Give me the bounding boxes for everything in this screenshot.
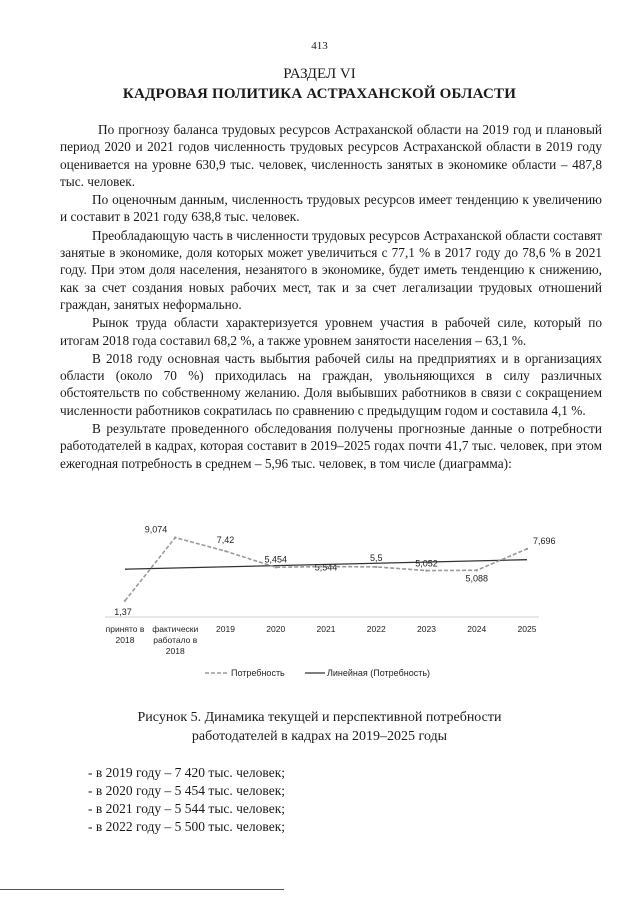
paragraph: Преобладающую часть в численности трудовых ресурсов Астраханской области составят занятые в экономике, доля которых может увеличиться с 77,1 % в 2017 году до 78,6 % в 2021 году. При этом доля населения, незанятого в экономике, будет иметь тенденцию к снижению, как за счет создания новых рабочих мест, так и за счет легализации трудовых отношений граждан, занятых неформально.	[60, 227, 602, 312]
demand-list	[88, 764, 508, 836]
x-tick-label: 2018	[165, 646, 185, 656]
x-tick-label: принято в	[105, 624, 145, 634]
paragraph: В 2018 году основная часть выбытия рабочей силы на предприятиях и в организациях области (около 70 %) приходилась на граждан, увольняющихся в силу различных обстоятельств по собственному желанию. Доля выбывших работников в связи с сокращением численности работников сократилась по сравнению с предыдущим годом и составила 4,1 %.	[60, 350, 602, 418]
list-item: - в 2021 году – 5 544 тыс. человек;	[88, 801, 286, 816]
data-label: 5,454	[264, 554, 288, 565]
list-item: - в 2020 году – 5 454 тыс. человек;	[88, 783, 286, 798]
x-tick-label: работало в	[153, 635, 198, 645]
caption-line-2: работодателей в кадрах на 2019–2025 годы	[191, 729, 448, 744]
caption-line-1: Рисунок 5. Динамика текущей и перспективной потребности	[137, 710, 502, 725]
page-number: 413	[311, 40, 328, 52]
paragraph: Рынок труда области характеризуется уровнем участия в рабочей силе, который по итогам 2018 года составил 68,2 %, а также уровнем занятости населения – 63,1 %.	[60, 315, 602, 348]
data-point	[425, 569, 427, 571]
section-label: РАЗДЕЛ VI	[283, 66, 356, 82]
paragraph: По прогнозу баланса трудовых ресурсов Астраханской области на 2019 год и плановый период 2020 и 2021 годов численность трудовых ресурсов Астраханской области в 2019 году оценивается на уровне 630,9 тыс. человек, численность занятых в экономике области – 487,8 тыс. человек.	[60, 122, 602, 189]
list-item: - в 2022 году – 5 500 тыс. человек;	[88, 819, 286, 834]
data-point	[124, 600, 126, 602]
legend-label: Потребность	[231, 668, 285, 678]
data-label: 7,42	[216, 535, 235, 546]
data-label: 5,5	[369, 552, 383, 563]
x-tick-label: 2024	[467, 624, 487, 634]
x-tick-label: 2021	[316, 624, 336, 634]
data-point	[174, 536, 176, 538]
data-label: 5,544	[314, 562, 338, 573]
body-text	[60, 121, 602, 473]
data-label: 5,052	[415, 558, 438, 569]
x-tick-label: 2019	[216, 624, 235, 634]
chart-svg	[95, 520, 556, 690]
footnote-separator	[0, 889, 284, 890]
x-tick-label: 2022	[366, 624, 386, 634]
x-tick-label: фактически	[152, 624, 199, 634]
data-point	[526, 548, 528, 550]
x-tick-label: 2025	[517, 624, 537, 634]
data-point	[275, 566, 277, 568]
section-title: КАДРОВАЯ ПОЛИТИКА АСТРАХАНСКОЙ ОБЛАСТИ	[122, 86, 517, 102]
x-tick-label: 2023	[417, 624, 436, 634]
data-label: 7,696	[533, 535, 556, 546]
x-tick-label: 2018	[115, 635, 135, 645]
x-tick-label: 2020	[266, 624, 286, 634]
demand-chart	[95, 520, 556, 690]
data-label: 1,37	[114, 606, 132, 617]
legend-label: Линейная (Потребность)	[327, 668, 431, 678]
data-point	[476, 569, 478, 571]
data-label: 5,088	[465, 573, 489, 584]
paragraph: В результате проведенного обследования получены прогнозные данные о потребности работодателей в кадрах, которая составит в 2019–2025 годах почти 41,7 тыс. человек, при этом ежегодная потребность в среднем – 5,96 тыс. человек, в том числе (диаграмма):	[60, 421, 602, 471]
data-point	[224, 550, 226, 552]
list-item: - в 2019 году – 7 420 тыс. человек;	[88, 765, 286, 780]
paragraph: По оценочным данным, численность трудовых ресурсов имеет тенденцию к увеличению и составит в 2021 году 638,8 тыс. человек.	[60, 192, 602, 225]
data-point	[375, 566, 377, 568]
figure-caption	[0, 708, 639, 746]
data-label: 9,074	[144, 524, 168, 535]
